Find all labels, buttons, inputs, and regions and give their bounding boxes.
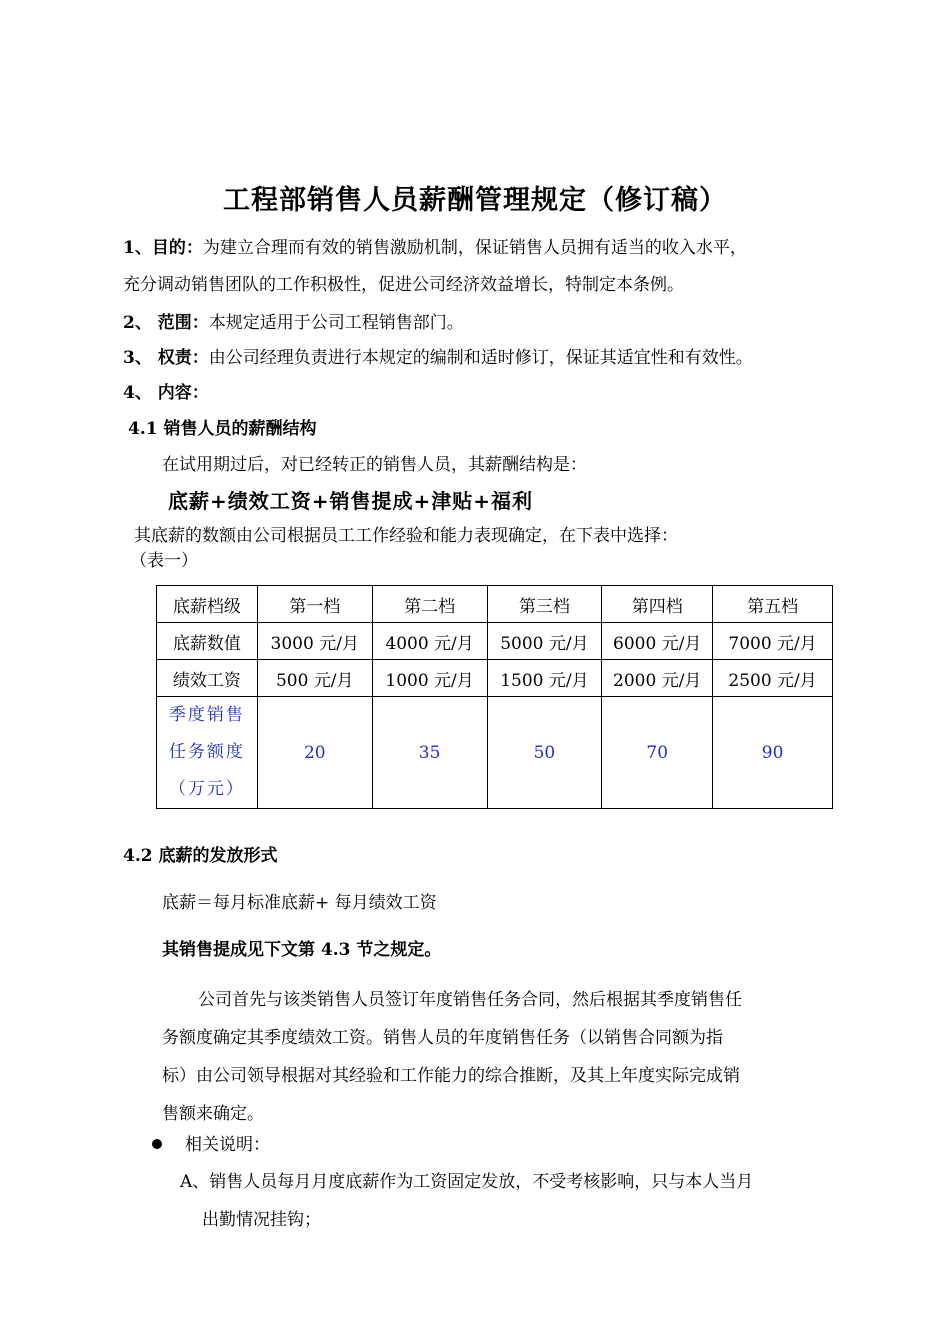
table-cell: 第三档 xyxy=(487,586,602,623)
item-a-line-1: A、销售人员每月月度底薪作为工资固定发放，不受考核影响，只与本人当月 xyxy=(180,1172,754,1192)
paragraph-line: 公司首先与该类销售人员签订年度销售任务合同，然后根据其季度销售任 xyxy=(198,990,742,1010)
table-cell: 4000 元/月 xyxy=(372,623,487,660)
table-cell: 90 xyxy=(713,697,833,809)
table-cell: 500 元/月 xyxy=(257,660,372,697)
commission-note: 其销售提成见下文第 4.3 节之规定。 xyxy=(162,940,442,960)
bullet-label: 相关说明： xyxy=(185,1135,270,1155)
section-4-1-heading: 4.1 销售人员的薪酬结构 xyxy=(128,419,317,439)
section-4-2-heading: 4.2 底薪的发放形式 xyxy=(123,846,278,866)
table-row xyxy=(157,623,833,660)
table-cell: 2000 元/月 xyxy=(602,660,713,697)
table-cell: 3000 元/月 xyxy=(257,623,372,660)
section-3 xyxy=(123,346,753,370)
section-2 xyxy=(123,311,464,335)
bullet-icon xyxy=(152,1139,162,1149)
section-2-text: 本规定适用于公司工程销售部门。 xyxy=(208,313,464,333)
table-cell: 第一档 xyxy=(257,586,372,623)
base-salary-formula: 底薪＝每月标准底薪+ 每月绩效工资 xyxy=(162,893,437,913)
quota-label-line: 季度销售 xyxy=(168,705,245,725)
table-cell: 2500 元/月 xyxy=(713,660,833,697)
table-row xyxy=(157,586,833,623)
base-salary-note: 其底薪的数额由公司根据员工工作经验和能力表现确定，在下表中选择： xyxy=(134,526,678,546)
item-a-line-2: 出勤情况挂钩； xyxy=(202,1210,321,1230)
section-3-text: 由公司经理负责进行本规定的编制和适时修订，保证其适宜性和有效性。 xyxy=(208,348,753,368)
paragraph-line: 标）由公司领导根据对其经验和工作能力的综合推断，及其上年度实际完成销 xyxy=(162,1066,740,1086)
section-1-line-1 xyxy=(123,236,747,260)
table-cell: 底薪档级 xyxy=(157,586,258,623)
section-1-text: 为建立合理而有效的销售激励机制，保证销售人员拥有适当的收入水平， xyxy=(202,238,747,258)
table-cell: 底薪数值 xyxy=(157,623,258,660)
section-1-label: 1、目的： xyxy=(123,238,203,258)
table-caption: （表一） xyxy=(130,551,198,571)
table-cell: 20 xyxy=(257,697,372,809)
table-cell: 第四档 xyxy=(602,586,713,623)
section-2-label: 2、 范围： xyxy=(123,313,209,333)
table-cell: 第五档 xyxy=(713,586,833,623)
table-cell: 1000 元/月 xyxy=(372,660,487,697)
table-cell: 70 xyxy=(602,697,713,809)
page-title: 工程部销售人员薪酬管理规定（修订稿） xyxy=(223,185,727,216)
section-1-line-2: 充分调动销售团队的工作积极性，促进公司经济效益增长，特制定本条例。 xyxy=(123,275,684,295)
quota-label-line: （万元） xyxy=(168,779,245,799)
table-cell: 6000 元/月 xyxy=(602,623,713,660)
paragraph-line: 售额来确定。 xyxy=(162,1104,264,1124)
salary-formula: 底薪+绩效工资+销售提成+津贴+福利 xyxy=(168,489,534,513)
table-cell: 5000 元/月 xyxy=(487,623,602,660)
section-4-label: 4、 内容： xyxy=(123,383,209,403)
paragraph-line: 务额度确定其季度绩效工资。销售人员的年度销售任务（以销售合同额为指 xyxy=(162,1028,723,1048)
table-cell: 第二档 xyxy=(372,586,487,623)
structure-intro: 在试用期过后，对已经转正的销售人员，其薪酬结构是： xyxy=(162,455,587,475)
table-cell: 1500 元/月 xyxy=(487,660,602,697)
table-cell xyxy=(157,697,258,809)
table-cell: 绩效工资 xyxy=(157,660,258,697)
table-cell: 7000 元/月 xyxy=(713,623,833,660)
section-3-label: 3、 权责： xyxy=(123,348,209,368)
salary-table xyxy=(156,585,833,809)
quota-label-line: 任务额度 xyxy=(168,742,245,762)
table-cell: 35 xyxy=(372,697,487,809)
table-row xyxy=(157,697,833,809)
table-row xyxy=(157,660,833,697)
table-cell: 50 xyxy=(487,697,602,809)
